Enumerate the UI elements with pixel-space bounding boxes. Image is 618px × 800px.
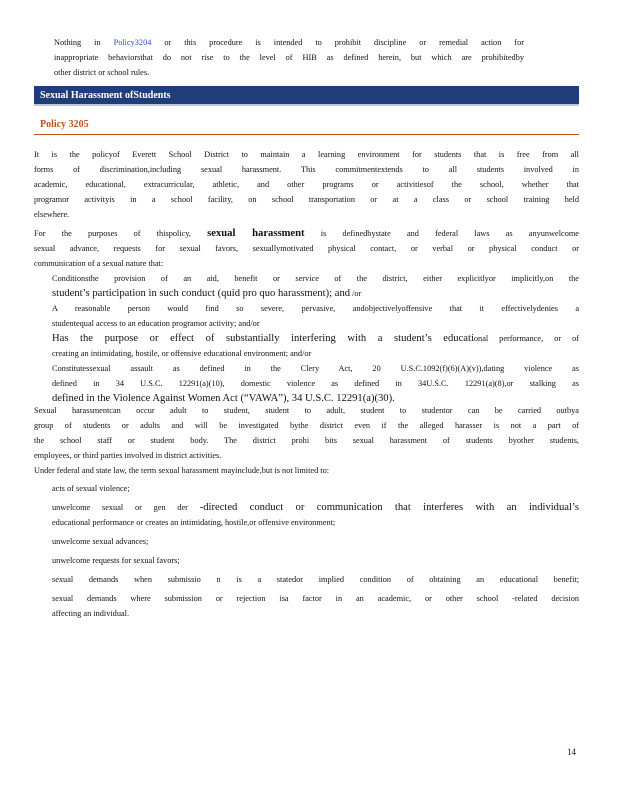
defined-term: sexual harassment bbox=[207, 228, 305, 239]
example-list-item: sexual demands where submission or rejection isa factor in an academic, or other school -related decision affecting an individual. bbox=[52, 594, 579, 618]
page-number: 14 bbox=[567, 747, 576, 757]
policy-divider bbox=[34, 134, 579, 135]
condition-list-item: Constitutessexual assault as defined in the Clery Act, 20 U.S.C.1092(f)(6)(A)(v)),dating violence as defined in 34 U.S.C. 12291(a)(10), domestic violence as defined in 34U.S.C. 12291(a)(8),or stalking as defined in the Violence Against Women Act (“VAWA”), 34 U.S.C. 12291(a)(30). bbox=[52, 364, 579, 404]
paragraph-line: For the purposes of thispolicy, sexual harassment is definedbystate and federal laws as anyunwelcome bbox=[34, 228, 579, 239]
condition-list-item: Conditionsthe provision of an aid, benefit or service of the district, either explicitlyor implicitly,on the student’s participation in such conduct (quid pro quo harassment); and /or bbox=[52, 274, 579, 299]
example-list-item: sexual demands when submissio n is a statedor implied condition of obtaining an educational benefit; bbox=[52, 575, 579, 584]
policy-heading bbox=[34, 114, 579, 132]
paragraph-line: the school staff or student body. The district prohi bits sexual harassment of students byother students, bbox=[34, 436, 579, 445]
paragraph-line: forms of discrimination,including sexual harassment. This commitmentextends to all students involved in bbox=[34, 165, 579, 174]
scope-paragraph bbox=[34, 403, 579, 478]
paragraph-line: group of students or adults and will be investigated bythe district even if the alleged harasser is not a part of bbox=[34, 421, 579, 430]
paragraph-line: elsewhere. bbox=[34, 210, 70, 219]
examples-list bbox=[34, 481, 579, 621]
paragraph-line: communication of a sexual nature that: bbox=[34, 259, 164, 268]
intro-line-2: inappropriate behaviorsthat do not rise to the level of HIB as defined herein, but which are prohibitedby bbox=[54, 53, 524, 62]
policy-statement-paragraph bbox=[34, 147, 579, 222]
paragraph-line: programor activityis in a school facility, on school transportation or at a class or school training held bbox=[34, 195, 579, 204]
example-list-item: unwelcome requests for sexual favors; bbox=[52, 556, 180, 565]
intro-line-1: Nothing in Policy3204 or this procedure is intended to prohibit discipline or remedial action for bbox=[54, 38, 524, 47]
paragraph-line: sexual advance, requests for sexual favors, sexuallymotivated physical contact, or verbal or physical conduct or bbox=[34, 244, 579, 253]
paragraph-line: academic, educational, extracurricular, athletic, and other programs or activitiesof the school, whether that bbox=[34, 180, 579, 189]
example-list-item: unwelcome sexual advances; bbox=[52, 537, 149, 546]
paragraph-line: Under federal and state law, the term sexual harassment mayinclude,but is not limited to: bbox=[34, 466, 330, 475]
intro-paragraph bbox=[54, 35, 524, 80]
policy-label: Policy 3205 bbox=[40, 119, 89, 130]
condition-list-item: Has the purpose or effect of substantially interfering with a student’s educational performance, or of creating an intimidating, hostile, or offensive educational environment; and/or bbox=[52, 333, 579, 358]
paragraph-line: employees, or third parties involved in district activities. bbox=[34, 451, 222, 460]
paragraph-line: Sexual harassmentcan occur adult to student, student to adult, student to studentor can be carried outbya bbox=[34, 406, 579, 415]
example-list-item: unwelcome sexual or gen der -directed conduct or communication that interferes with an individual’s educational performance or creates an intimidating, hostile,or offensive environment; bbox=[52, 502, 579, 527]
section-banner: Sexual Harassment ofStudents bbox=[34, 86, 579, 106]
intro-line-3: other district or school rules. bbox=[54, 68, 150, 77]
condition-list-item: A reasonable person would find so severe, pervasive, andobjectivelyoffensive that it effectivelydenies a studentequal access to an education programor activity; and/or bbox=[52, 304, 579, 328]
paragraph-line: It is the policyof Everett School District to maintain a learning environment for students that is free from all bbox=[34, 150, 579, 159]
example-list-item: acts of sexual violence; bbox=[52, 484, 130, 493]
policy-3204-link[interactable]: Policy3204 bbox=[113, 38, 152, 47]
definition-paragraph bbox=[34, 226, 579, 406]
